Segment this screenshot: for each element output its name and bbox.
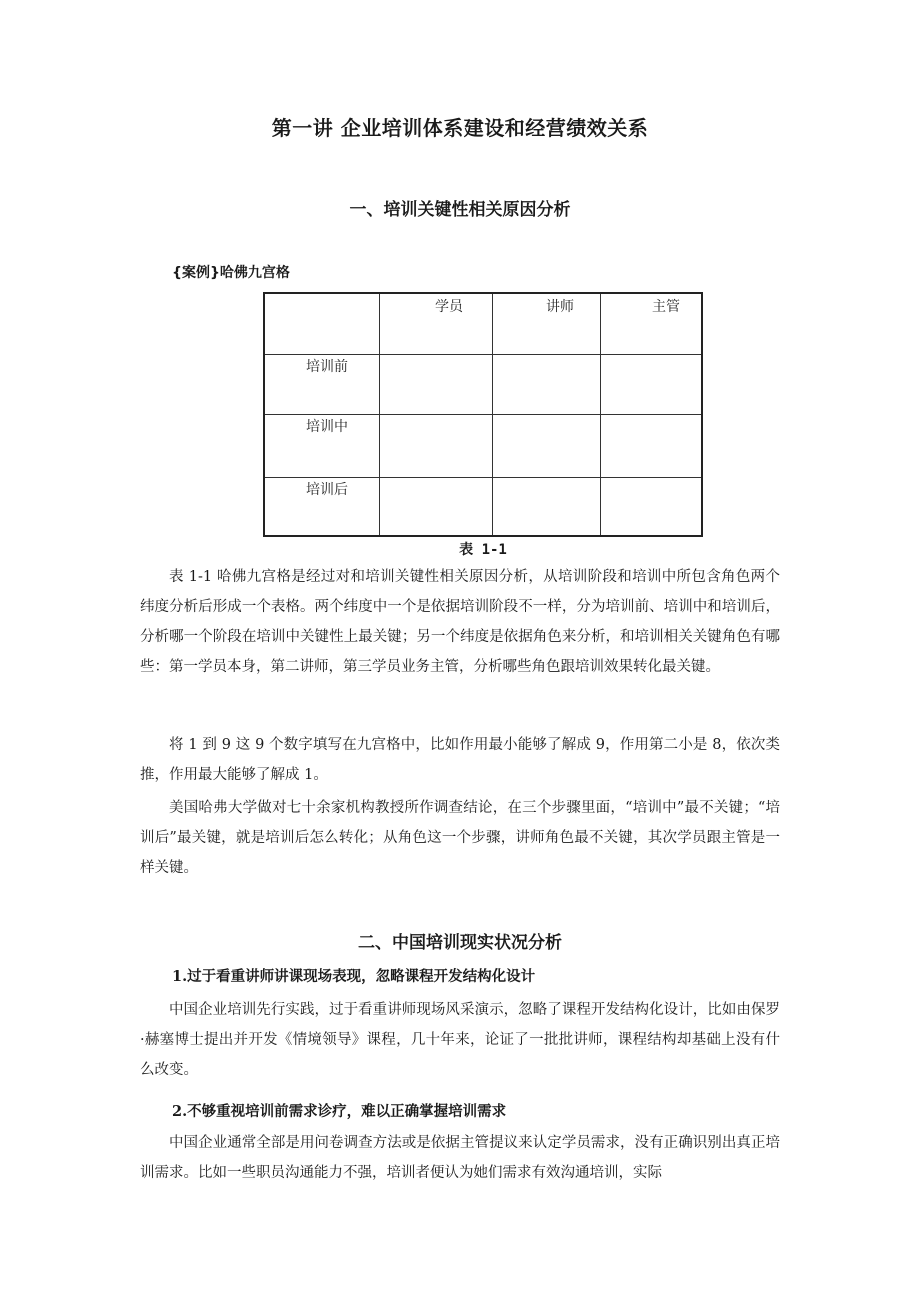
case-label: {案例}哈佛九宫格 [172, 265, 290, 281]
harvard-nine-grid [263, 292, 703, 537]
row-header-during: 培训中 [306, 419, 348, 435]
grid-line [265, 414, 701, 415]
paragraph: 中国企业培训先行实践，过于看重讲师现场风采演示，忽略了课程开发结构化设计，比如由保罗·赫塞博士提出并开发《情境领导》课程，几十年来，论证了一批批讲师，课程结构却基础上没有什么改变。 [140, 1002, 780, 1078]
grid-line [265, 477, 701, 478]
paragraph: 表 1-1 哈佛九宫格是经过对和培训关键性相关原因分析，从培训阶段和培训中所包含角色两个纬度分析后形成一个表格。两个纬度中一个是依据培训阶段不一样，分为培训前、培训中和培训后，分析哪一个阶段在培训中关键性上最关键；另一个纬度是依据角色来分析，和培训相关关键角色有哪些：第一学员本身，第二讲师，第三学员业务主管，分析哪些角色跟培训效果转化最关键。 [140, 569, 780, 675]
page-title: 第一讲 企业培训体系建设和经营绩效关系 [271, 116, 649, 140]
grid-line [265, 354, 701, 355]
paragraph: 将 1 到 9 这 9 个数字填写在九宫格中，比如作用最小能够了解成 9，作用第二小是 8，依次类推，作用最大能够了解成 1。 [140, 737, 780, 783]
subheading: 2.不够重视培训前需求诊疗，难以正确掌握培训需求 [172, 1103, 507, 1120]
col-header-lecturer: 讲师 [546, 299, 574, 315]
section-1-heading: 一、培训关键性相关原因分析 [349, 200, 571, 220]
section-2-heading: 二、中国培训现实状况分析 [358, 933, 562, 953]
col-header-student: 学员 [435, 299, 463, 315]
col-header-supervisor: 主管 [652, 299, 680, 315]
paragraph: 美国哈弗大学做对七十余家机构教授所作调查结论，在三个步骤里面，“培训中”最不关键；“培训后”最关键，就是培训后怎么转化；从角色这一个步骤，讲师角色最不关键，其次学员跟主管是一样关键。 [140, 800, 780, 876]
subheading: 1.过于看重讲师讲课现场表现，忽略课程开发结构化设计 [172, 968, 536, 985]
row-header-before: 培训前 [306, 359, 348, 375]
row-header-after: 培训后 [306, 482, 348, 498]
table-caption: 表 1-1 [459, 542, 507, 558]
paragraph: 中国企业通常全部是用问卷调查方法或是依据主管提议来认定学员需求，没有正确识别出真正培训需求。比如一些职员沟通能力不强，培训者便认为她们需求有效沟通培训，实际 [140, 1135, 780, 1181]
